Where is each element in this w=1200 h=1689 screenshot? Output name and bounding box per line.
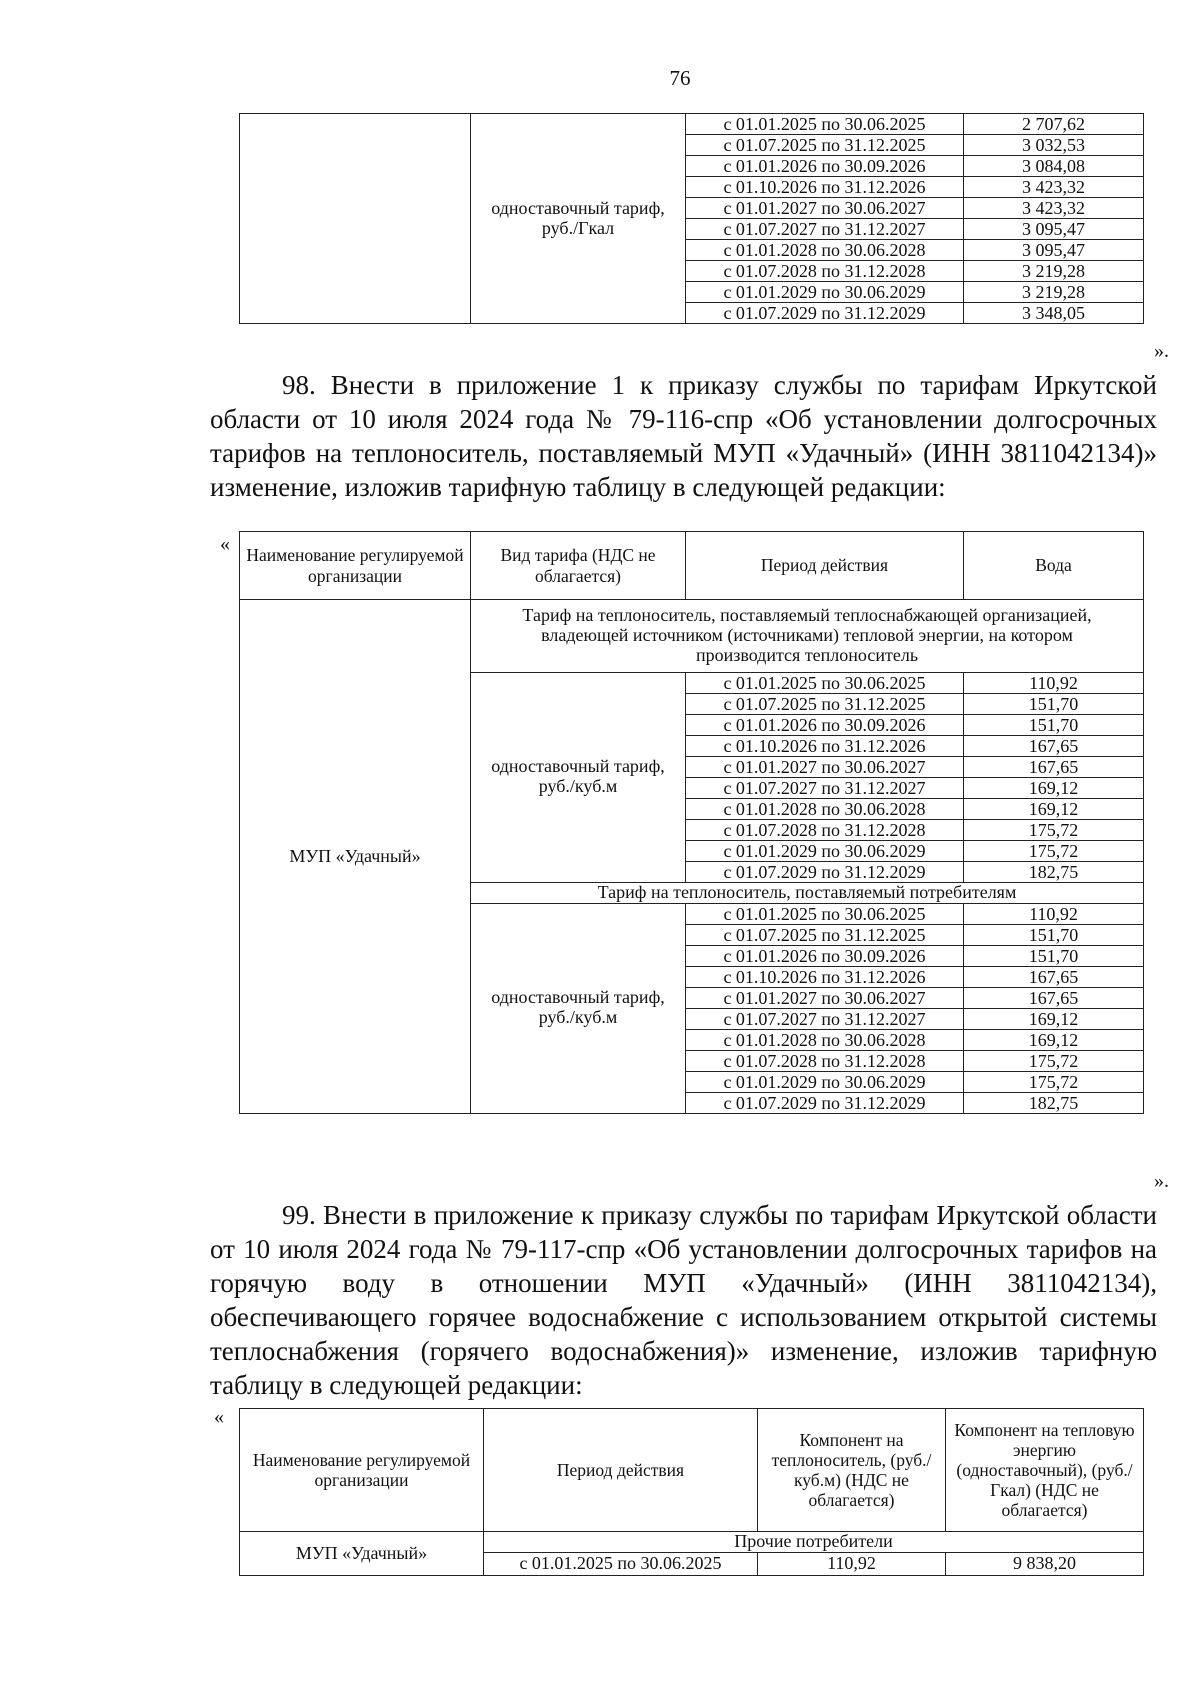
value-cell: 110,92: [964, 904, 1144, 925]
heat-carrier-tariff-table-body: [240, 532, 1144, 1114]
hot-water-tariff-table: [239, 1408, 1144, 1576]
value-cell: 151,70: [964, 715, 1144, 736]
period-cell: с 01.01.2027 по 30.06.2027: [686, 988, 964, 1009]
period-cell: с 01.07.2029 по 31.12.2029: [686, 1093, 964, 1114]
value-cell: 175,72: [964, 841, 1144, 862]
closing-quote-1: ».: [1154, 340, 1169, 362]
period-cell: с 01.01.2028 по 30.06.2028: [686, 1030, 964, 1051]
header-org: Наименование регулируемой организации: [240, 1409, 484, 1532]
value-cell: 169,12: [964, 1009, 1144, 1030]
period-cell: с 01.01.2027 по 30.06.2027: [686, 757, 964, 778]
table-header-row: [240, 1409, 1144, 1532]
value-cell: 182,75: [964, 862, 1144, 883]
period-cell: с 01.01.2029 по 30.06.2029: [686, 841, 964, 862]
period-cell: с 01.01.2028 по 30.06.2028: [686, 240, 964, 261]
value-cell: 3 219,28: [964, 261, 1144, 282]
period-cell: с 01.10.2026 по 31.12.2026: [686, 736, 964, 757]
value-cell: 175,72: [964, 1051, 1144, 1072]
org-name-cell: [240, 114, 471, 324]
org-name-cell: МУП «Удачный»: [240, 600, 471, 1114]
header-org: Наименование регулируемой организации: [240, 532, 471, 600]
table-row: [240, 114, 1144, 135]
period-cell: с 01.01.2025 по 30.06.2025: [484, 1553, 758, 1576]
value-cell: 175,72: [964, 1072, 1144, 1093]
period-cell: с 01.07.2025 по 31.12.2025: [686, 694, 964, 715]
value-cell: 3 095,47: [964, 219, 1144, 240]
period-cell: с 01.07.2027 по 31.12.2027: [686, 1009, 964, 1030]
period-cell: с 01.01.2025 по 30.06.2025: [686, 904, 964, 925]
period-cell: с 01.07.2028 по 31.12.2028: [686, 1051, 964, 1072]
value-cell: 3 095,47: [964, 240, 1144, 261]
period-cell: с 01.01.2026 по 30.09.2026: [686, 715, 964, 736]
period-cell: с 01.01.2029 по 30.06.2029: [686, 282, 964, 303]
value-cell: 3 348,05: [964, 303, 1144, 324]
period-cell: с 01.07.2028 по 31.12.2028: [686, 820, 964, 841]
period-cell: с 01.07.2027 по 31.12.2027: [686, 778, 964, 799]
closing-quote-2: ».: [1154, 1170, 1169, 1192]
tariff-table-continuation-body: [240, 114, 1144, 324]
page-number: 76: [669, 66, 691, 90]
table-header-row: [240, 532, 1144, 600]
period-cell: с 01.01.2027 по 30.06.2027: [686, 198, 964, 219]
value-cell: 3 032,53: [964, 135, 1144, 156]
tariff-type-cell: одноставочный тариф, руб./куб.м: [471, 673, 686, 883]
tariff-table-continuation: [239, 113, 1144, 324]
header-carrier-component: Компонент на теплоноситель, (руб./куб.м) (НДС не облагается): [758, 1409, 946, 1532]
period-cell: с 01.01.2029 по 30.06.2029: [686, 1072, 964, 1093]
energy-value-cell: 9 838,20: [946, 1553, 1144, 1576]
carrier-value-cell: 110,92: [758, 1553, 946, 1576]
value-cell: 169,12: [964, 799, 1144, 820]
value-cell: 167,65: [964, 967, 1144, 988]
period-cell: с 01.07.2029 по 31.12.2029: [686, 862, 964, 883]
paragraph-98: [210, 368, 1157, 504]
period-cell: с 01.01.2025 по 30.06.2025: [686, 114, 964, 135]
paragraph-99: [210, 1198, 1157, 1402]
section-row: [240, 1532, 1144, 1553]
value-cell: 3 423,32: [964, 198, 1144, 219]
header-period: Период действия: [686, 532, 964, 600]
heat-carrier-tariff-table: [239, 531, 1144, 1114]
opening-quote-3: «: [214, 1406, 224, 1428]
value-cell: 3 423,32: [964, 177, 1144, 198]
header-energy-component: Компонент на тепловую энергию (одноставочный), (руб./Гкал) (НДС не облагается): [946, 1409, 1144, 1532]
period-cell: с 01.01.2026 по 30.09.2026: [686, 156, 964, 177]
opening-quote-2: «: [220, 533, 230, 555]
value-cell: 151,70: [964, 694, 1144, 715]
header-period: Период действия: [484, 1409, 758, 1532]
value-cell: 151,70: [964, 925, 1144, 946]
section-title: Тариф на теплоноситель, поставляемый потребителям: [471, 883, 1144, 904]
value-cell: 167,65: [964, 988, 1144, 1009]
value-cell: 167,65: [964, 736, 1144, 757]
header-tariff-type: Вид тарифа (НДС не облагается): [471, 532, 686, 600]
value-cell: 110,92: [964, 673, 1144, 694]
value-cell: 167,65: [964, 757, 1144, 778]
value-cell: 3 219,28: [964, 282, 1144, 303]
value-cell: 182,75: [964, 1093, 1144, 1114]
hot-water-tariff-table-body: [240, 1409, 1144, 1576]
paragraph-98-text: 98. Внести в приложение 1 к приказу службы по тарифам Иркутской области от 10 июля 2024 года № 79-116-спр «Об установлении долгосрочных тарифов на теплоноситель, поставляемый МУП «Удачный» (ИНН 3811042134)» изменение, изложив тарифную таблицу в следующей редакции:: [210, 370, 1157, 502]
value-cell: 175,72: [964, 820, 1144, 841]
period-cell: с 01.07.2025 по 31.12.2025: [686, 925, 964, 946]
period-cell: с 01.01.2025 по 30.06.2025: [686, 673, 964, 694]
section-title: Прочие потребители: [484, 1532, 1144, 1553]
value-cell: 2 707,62: [964, 114, 1144, 135]
paragraph-99-text: 99. Внести в приложение к приказу службы по тарифам Иркутской области от 10 июля 2024 года № 79-117-спр «Об установлении долгосрочных тарифов на горячую воду в отношении МУП «Удачный» (ИНН 3811042134), обеспечивающего горячее водоснабжение с использованием открытой системы теплоснабжения (горячего водоснабжения)» изменение, изложив тарифную таблицу в следующей редакции:: [210, 1200, 1157, 1400]
period-cell: с 01.10.2026 по 31.12.2026: [686, 177, 964, 198]
value-cell: 3 084,08: [964, 156, 1144, 177]
header-water: Вода: [964, 532, 1144, 600]
value-cell: 169,12: [964, 1030, 1144, 1051]
period-cell: с 01.07.2029 по 31.12.2029: [686, 303, 964, 324]
period-cell: с 01.01.2028 по 30.06.2028: [686, 799, 964, 820]
period-cell: с 01.01.2026 по 30.09.2026: [686, 946, 964, 967]
org-name-cell: МУП «Удачный»: [240, 1532, 484, 1576]
value-cell: 151,70: [964, 946, 1144, 967]
period-cell: с 01.07.2025 по 31.12.2025: [686, 135, 964, 156]
value-cell: 169,12: [964, 778, 1144, 799]
section-title: Тариф на теплоноситель, поставляемый теплоснабжающей организацией, владеющей источником (источниками) тепловой энергии, на котором производится теплоноситель: [471, 600, 1144, 673]
period-cell: с 01.07.2027 по 31.12.2027: [686, 219, 964, 240]
period-cell: с 01.07.2028 по 31.12.2028: [686, 261, 964, 282]
section-row: [240, 600, 1144, 673]
tariff-type-cell: одноставочный тариф, руб./Гкал: [471, 114, 686, 324]
tariff-type-cell: одноставочный тариф, руб./куб.м: [471, 904, 686, 1114]
period-cell: с 01.10.2026 по 31.12.2026: [686, 967, 964, 988]
